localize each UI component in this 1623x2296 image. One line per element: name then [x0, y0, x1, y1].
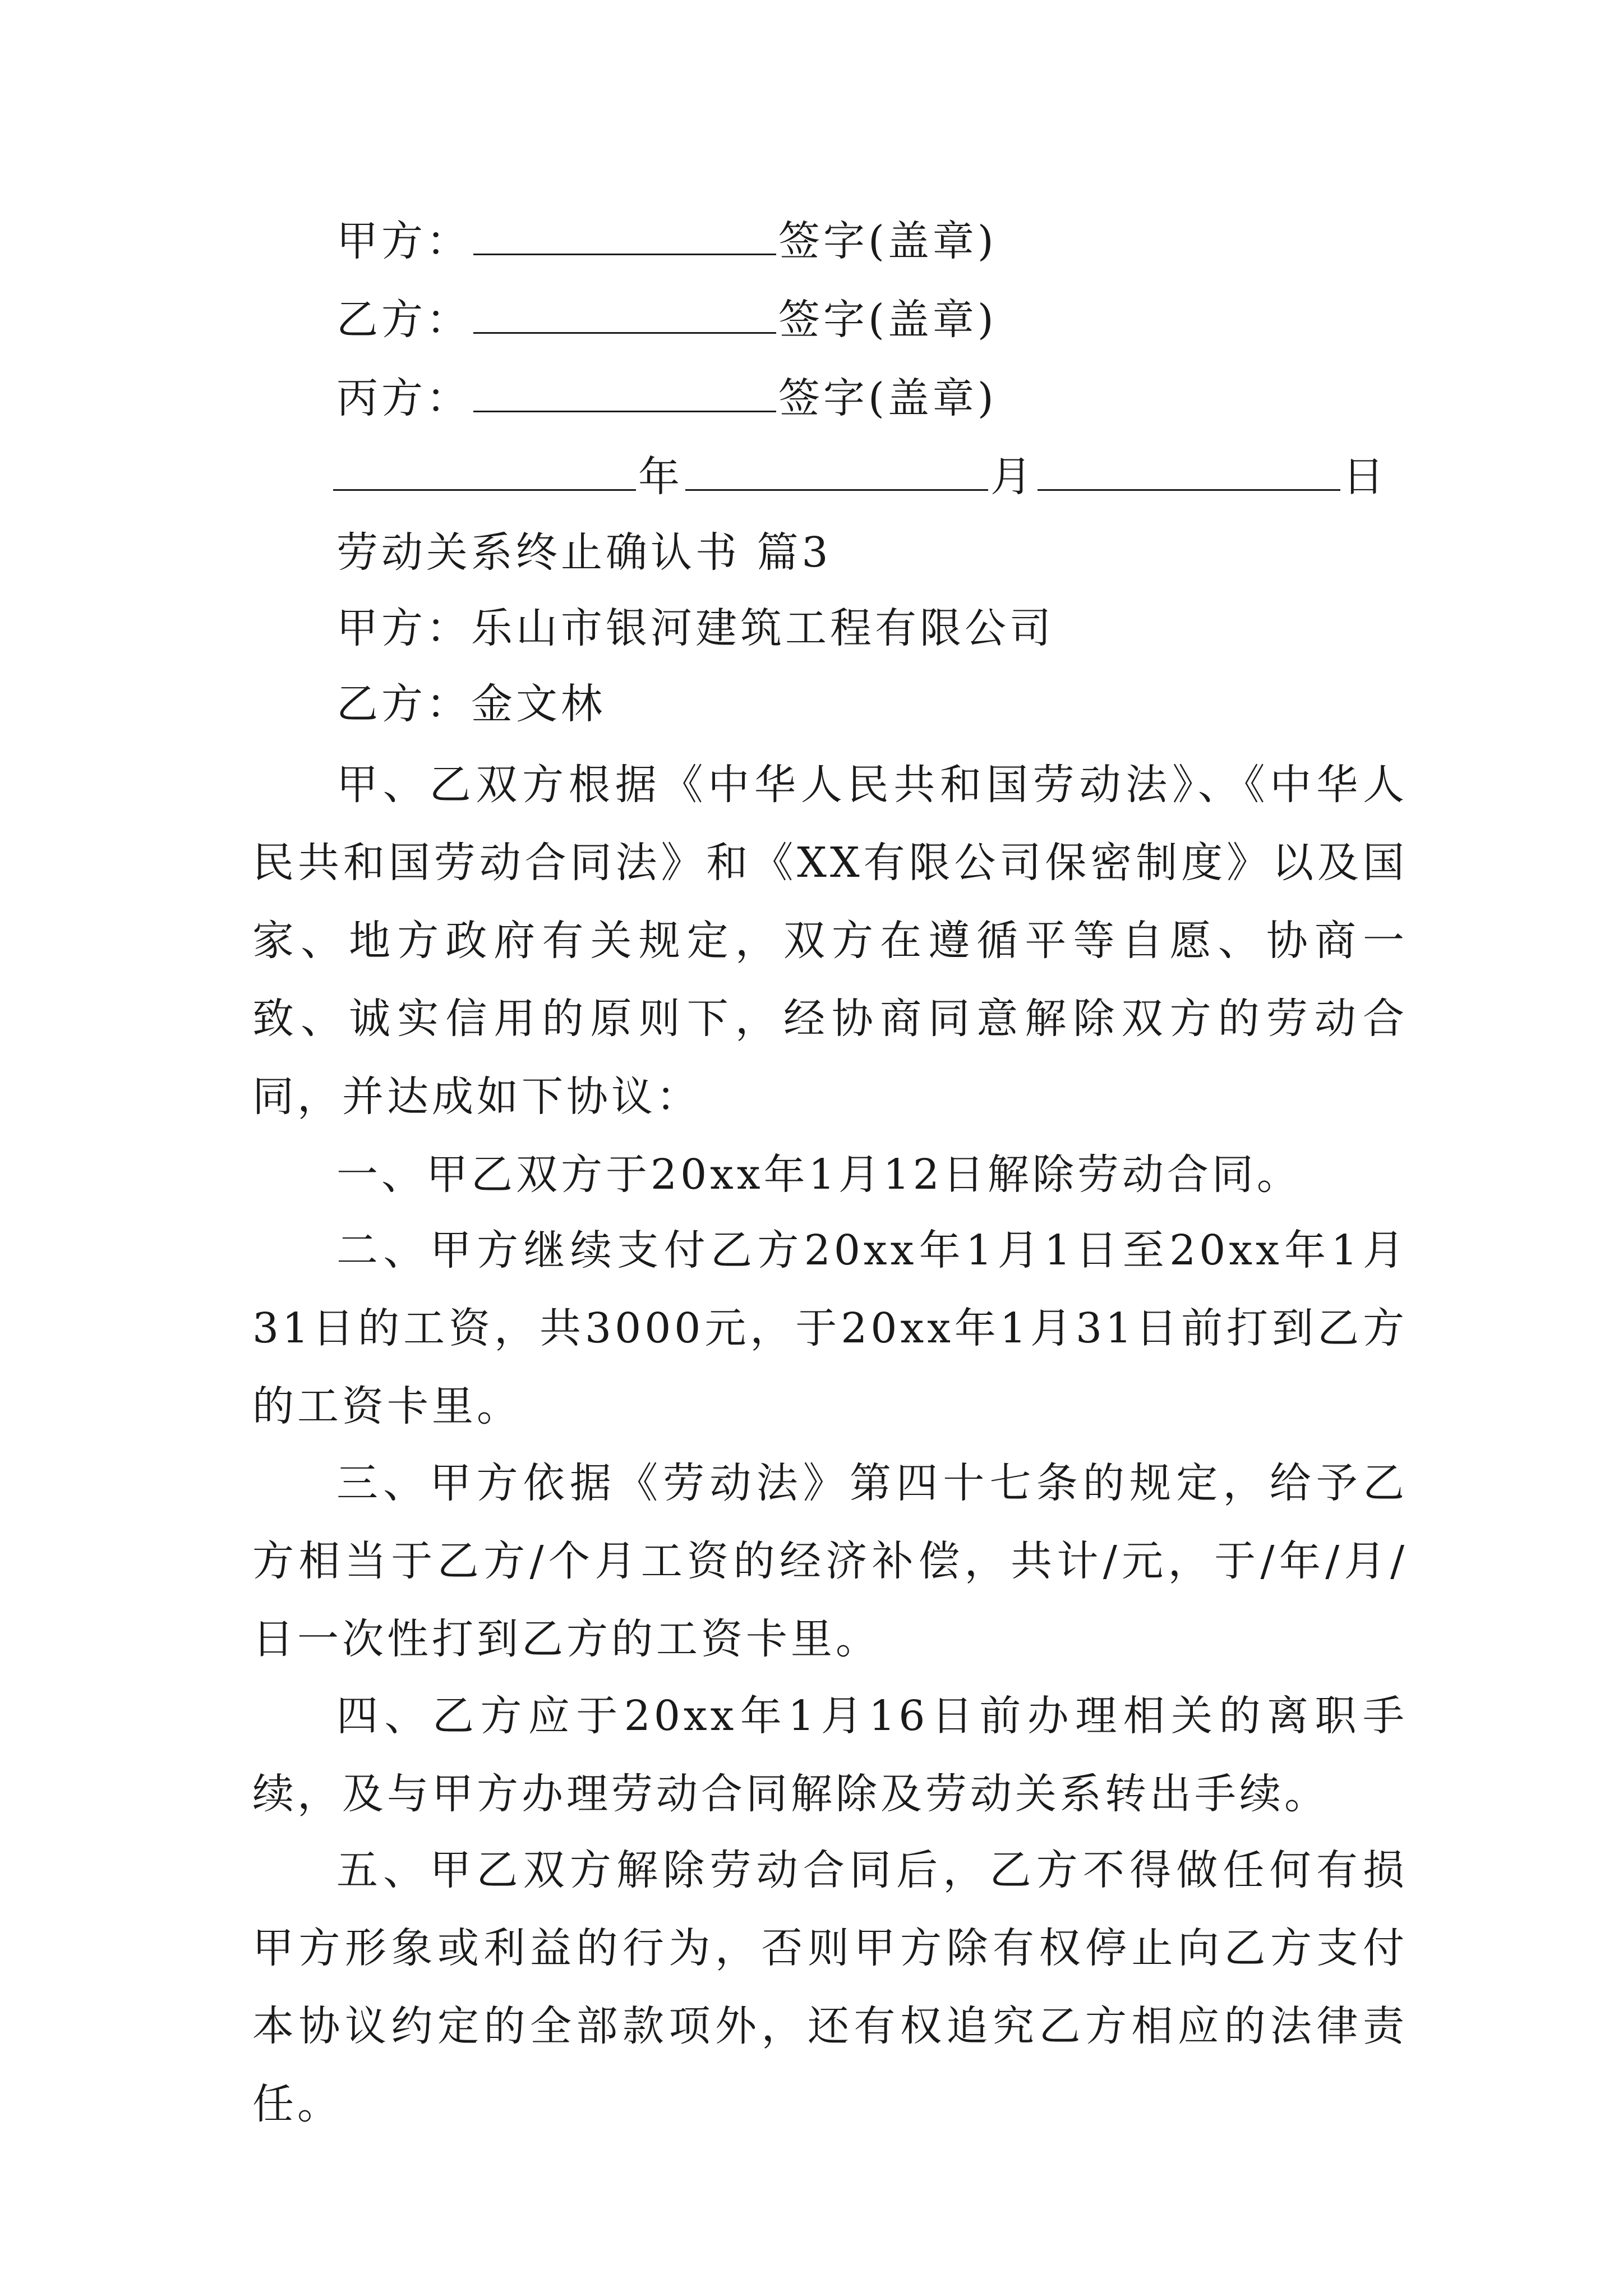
- clause-4: 四、乙方应于20xx年1月16日前办理相关的离职手续，及与甲方办理劳动合同解除及劳动关系转出手续。: [252, 1692, 1408, 1818]
- party-b-signature-blank[interactable]: [473, 293, 776, 334]
- clause-2: 二、甲方继续支付乙方20xx年1月1日至20xx年1月31日的工资，共3000元，于20xx年1月31日前打到乙方的工资卡里。: [252, 1226, 1408, 1430]
- clause-5: 五、甲乙双方解除劳动合同后，乙方不得做任何有损甲方形象或利益的行为，否则甲方除有权停止向乙方支付本协议约定的全部款项外，还有权追究乙方相应的法律责任。: [252, 1846, 1408, 2128]
- party-a-name: 甲方：乐山市银河建筑工程有限公司: [336, 604, 1054, 652]
- party-a-label: 甲方：: [336, 217, 471, 265]
- day-blank[interactable]: [1038, 450, 1340, 491]
- party-c-signature-blank[interactable]: [473, 371, 776, 412]
- party-c-signature-line: [336, 370, 997, 426]
- party-c-label: 丙方：: [336, 374, 471, 422]
- party-b-label: 乙方：: [336, 296, 471, 344]
- party-a-sign-suffix: 签字(盖章): [778, 217, 997, 265]
- clause-1: 一、甲乙双方于20xx年1月12日解除劳动合同。: [336, 1151, 1302, 1199]
- section-title: 劳动关系终止确认书 篇3: [336, 528, 832, 577]
- date-line: [331, 449, 1387, 505]
- intro-paragraph: 甲、乙双方根据《中华人民共和国劳动法》、《中华人民共和国劳动合同法》和《XX有限公司保密制度》以及国家、地方政府有关规定，双方在遵循平等自愿、协商一致、诚实信用的原则下，经协商同意解除双方的劳动合同，并达成如下协议：: [252, 761, 1408, 1121]
- day-label: 日: [1343, 453, 1387, 501]
- party-b-sign-suffix: 签字(盖章): [778, 296, 997, 344]
- party-b-signature-line: [336, 292, 997, 348]
- month-blank[interactable]: [685, 450, 988, 491]
- year-blank[interactable]: [333, 450, 636, 491]
- clause-3: 三、甲方依据《劳动法》第四十七条的规定，给予乙方相当于乙方/个月工资的经济补偿，共计/元，于/年/月/日一次性打到乙方的工资卡里。: [252, 1459, 1408, 1663]
- year-label: 年: [638, 453, 683, 501]
- party-b-name: 乙方：金文林: [336, 680, 606, 728]
- party-c-sign-suffix: 签字(盖章): [778, 374, 997, 422]
- party-a-signature-line: [336, 213, 997, 269]
- month-label: 月: [990, 453, 1035, 501]
- party-a-signature-blank[interactable]: [473, 214, 776, 255]
